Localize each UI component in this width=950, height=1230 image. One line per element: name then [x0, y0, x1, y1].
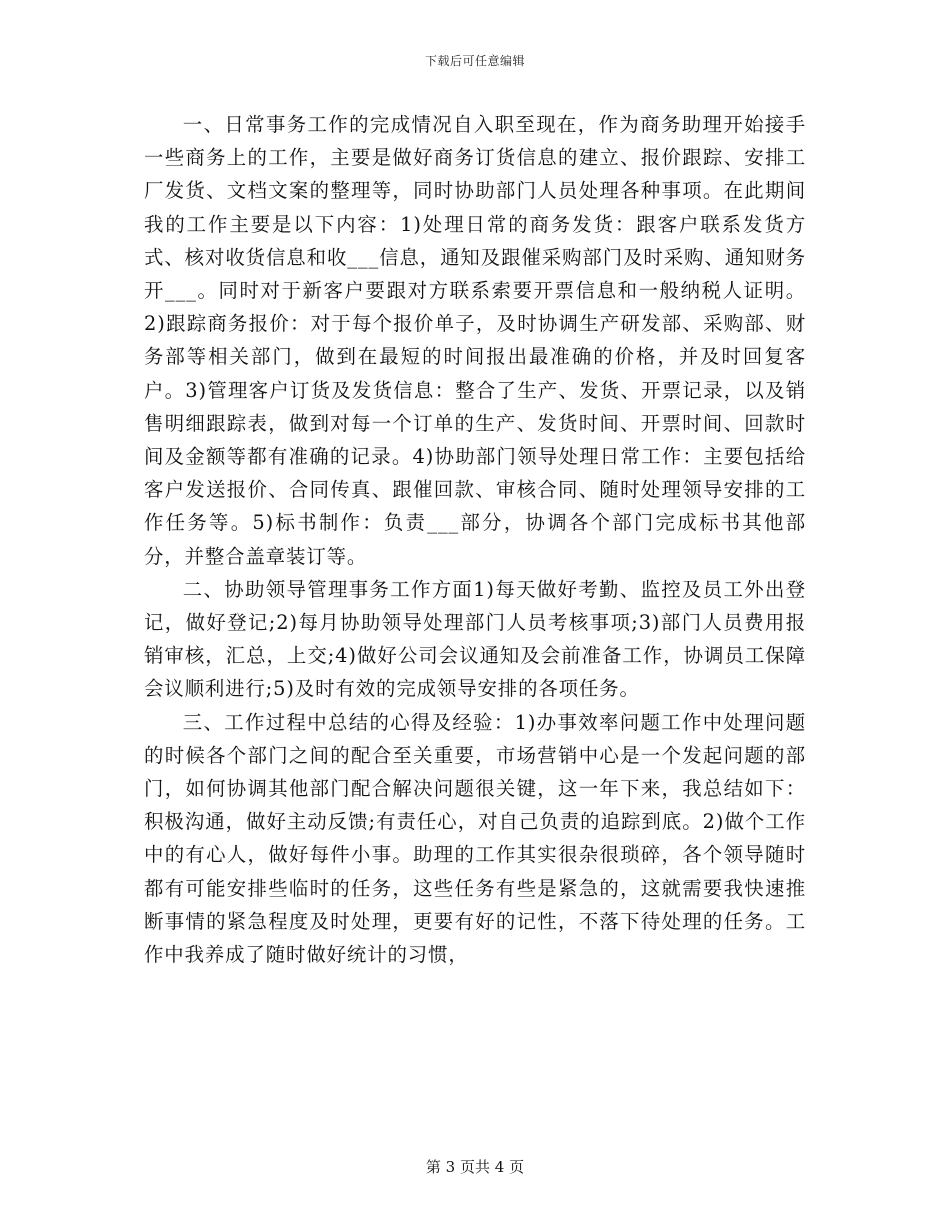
page-header-note: 下载后可任意编辑: [424, 54, 525, 68]
page-number-footer: 第 3 页共 4 页: [425, 1158, 525, 1176]
paragraph-assist-management: 二、协助领导管理事务工作方面1)每天做好考勤、监控及员工外出登记，做好登记;2)每月协助领导处理部门人员考核事项;3)部门人员费用报销审核，汇总，上交;4)做好公司会议通知及会前准备工作，协调员工保障会议顺利进行;5)及时有效的完成领导安排的各项任务。: [144, 577, 806, 701]
document-body: [144, 108, 806, 971]
paragraph-experience-summary: 三、工作过程中总结的心得及经验：1)办事效率问题工作中处理问题的时候各个部门之间的配合至关重要，市场营销中心是一个发起问题的部门，如何协调其他部门配合解决问题很关键，这一年下来，我总结如下：积极沟通，做好主动反馈;有责任心，对自己负责的追踪到底。2)做个工作中的有心人，做好每件小事。助理的工作其实很杂很琐碎，各个领导随时都有可能安排些临时的任务，这些任务有些是紧急的，这就需要我快速推断事情的紧急程度及时处理，更要有好的记性，不落下待处理的任务。工作中我养成了随时做好统计的习惯，: [144, 710, 806, 967]
paragraph-daily-affairs: 一、日常事务工作的完成情况自入职至现在，作为商务助理开始接手一些商务上的工作，主要是做好商务订货信息的建立、报价跟踪、安排工厂发货、文档文案的整理等，同时协助部门人员处理各种事项。在此期间我的工作主要是以下内容：1)处理日常的商务发货：跟客户联系发货方式、核对收货信息和收___信息，通知及跟催采购部门及时采购、通知财务开___。同时对于新客户要跟对方联系索要开票信息和一般纳税人证明。2)跟踪商务报价：对于每个报价单子，及时协调生产研发部、采购部、财务部等相关部门，做到在最短的时间报出最准确的价格，并及时回复客户。3)管理客户订货及发货信息：整合了生产、发货、开票记录，以及销售明细跟踪表，做到对每一个订单的生产、发货时间、开票时间、回款时间及金额等都有准确的记录。4)协助部门领导处理日常工作：主要包括给客户发送报价、合同传真、跟催回款、审核合同、随时处理领导安排的工作任务等。5)标书制作：负责___部分，协调各个部门完成标书其他部分，并整合盖章装订等。: [144, 113, 806, 568]
